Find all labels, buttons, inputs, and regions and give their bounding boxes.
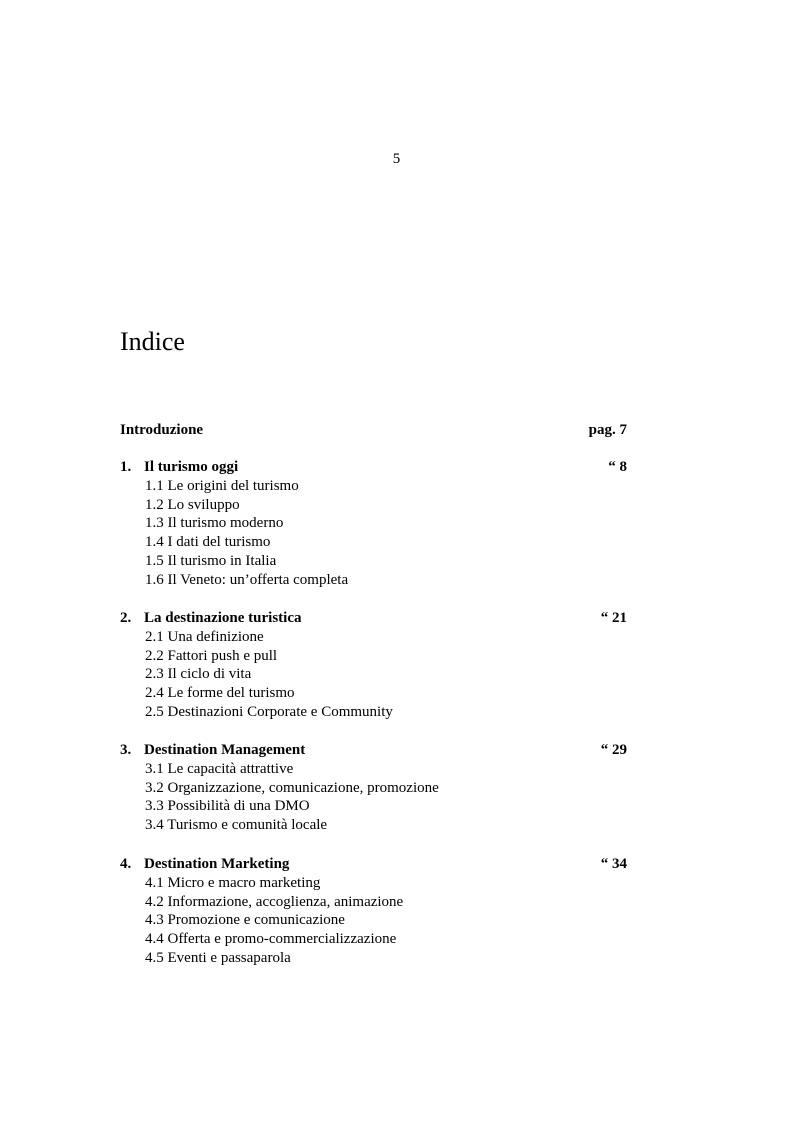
toc-chapter-4 [120, 855, 630, 968]
chapter-title: Il turismo oggi [144, 459, 239, 475]
toc-intro-page: pag. 7 [588, 422, 627, 438]
toc-chapter-row[interactable] [120, 609, 630, 628]
toc-intro-label: Introduzione [120, 422, 204, 438]
toc-section[interactable] [120, 684, 630, 703]
toc-section[interactable] [120, 949, 630, 968]
chapter-page: “ 29 [600, 742, 627, 758]
chapter-number: 4. [120, 856, 132, 872]
toc-intro-row[interactable] [120, 421, 630, 440]
page-number: 5 [392, 151, 401, 167]
chapter-title: La destinazione turistica [144, 610, 302, 626]
chapter-number: 1. [120, 459, 132, 475]
section-label: 3.1 Le capacità attrattive [145, 760, 294, 777]
toc-section[interactable] [120, 628, 630, 647]
toc-section[interactable] [120, 703, 630, 722]
toc-section[interactable] [120, 816, 630, 835]
page-title: Indice [120, 327, 185, 356]
toc-section[interactable] [120, 874, 630, 893]
chapter-title: Destination Management [144, 742, 306, 758]
toc-section[interactable] [120, 779, 630, 798]
chapter-page: “ 21 [600, 610, 627, 626]
toc-chapter-row[interactable] [120, 458, 630, 477]
toc-chapter-row[interactable] [120, 741, 630, 760]
section-label: 3.4 Turismo e comunità locale [145, 817, 328, 834]
section-label: 2.1 Una definizione [145, 628, 264, 645]
toc-chapter-3 [120, 741, 630, 835]
section-label: 1.1 Le origini del turismo [145, 477, 299, 494]
toc-section[interactable] [120, 571, 630, 590]
chapter-page: “ 34 [600, 856, 627, 872]
section-label: 4.5 Eventi e passaparola [145, 949, 291, 966]
toc-chapter-row[interactable] [120, 855, 630, 874]
toc-section[interactable] [120, 514, 630, 533]
section-label: 3.2 Organizzazione, comunicazione, promozione [145, 779, 439, 796]
chapter-page: “ 8 [608, 459, 627, 475]
section-label: 2.4 Le forme del turismo [145, 685, 295, 702]
chapter-title: Destination Marketing [144, 856, 290, 872]
toc-section[interactable] [120, 552, 630, 571]
toc-section[interactable] [120, 893, 630, 912]
toc-section[interactable] [120, 665, 630, 684]
section-label: 1.5 Il turismo in Italia [145, 552, 277, 569]
section-label: 1.4 I dati del turismo [145, 534, 271, 551]
toc-section[interactable] [120, 930, 630, 949]
section-label: 4.3 Promozione e comunicazione [145, 912, 345, 929]
section-label: 4.4 Offerta e promo-commercializzazione [145, 931, 397, 948]
section-label: 2.5 Destinazioni Corporate e Community [145, 703, 393, 720]
toc-section[interactable] [120, 647, 630, 666]
toc-chapter-1 [120, 458, 630, 590]
chapter-number: 2. [120, 610, 132, 626]
section-label: 1.2 Lo sviluppo [145, 496, 240, 513]
toc-section[interactable] [120, 911, 630, 930]
section-label: 1.3 Il turismo moderno [145, 515, 284, 532]
section-label: 3.3 Possibilità di una DMO [145, 798, 310, 815]
toc-section[interactable] [120, 496, 630, 515]
section-label: 2.3 Il ciclo di vita [145, 666, 252, 683]
toc-section[interactable] [120, 797, 630, 816]
toc-section[interactable] [120, 477, 630, 496]
chapter-number: 3. [120, 742, 132, 758]
toc-section[interactable] [120, 533, 630, 552]
toc-chapter-2 [120, 609, 630, 722]
section-label: 4.2 Informazione, accoglienza, animazione [145, 893, 404, 910]
section-label: 2.2 Fattori push e pull [145, 647, 278, 664]
toc-intro [120, 421, 630, 440]
section-label: 1.6 Il Veneto: un’offerta completa [145, 571, 349, 588]
toc-section[interactable] [120, 760, 630, 779]
section-label: 4.1 Micro e macro marketing [145, 874, 321, 891]
